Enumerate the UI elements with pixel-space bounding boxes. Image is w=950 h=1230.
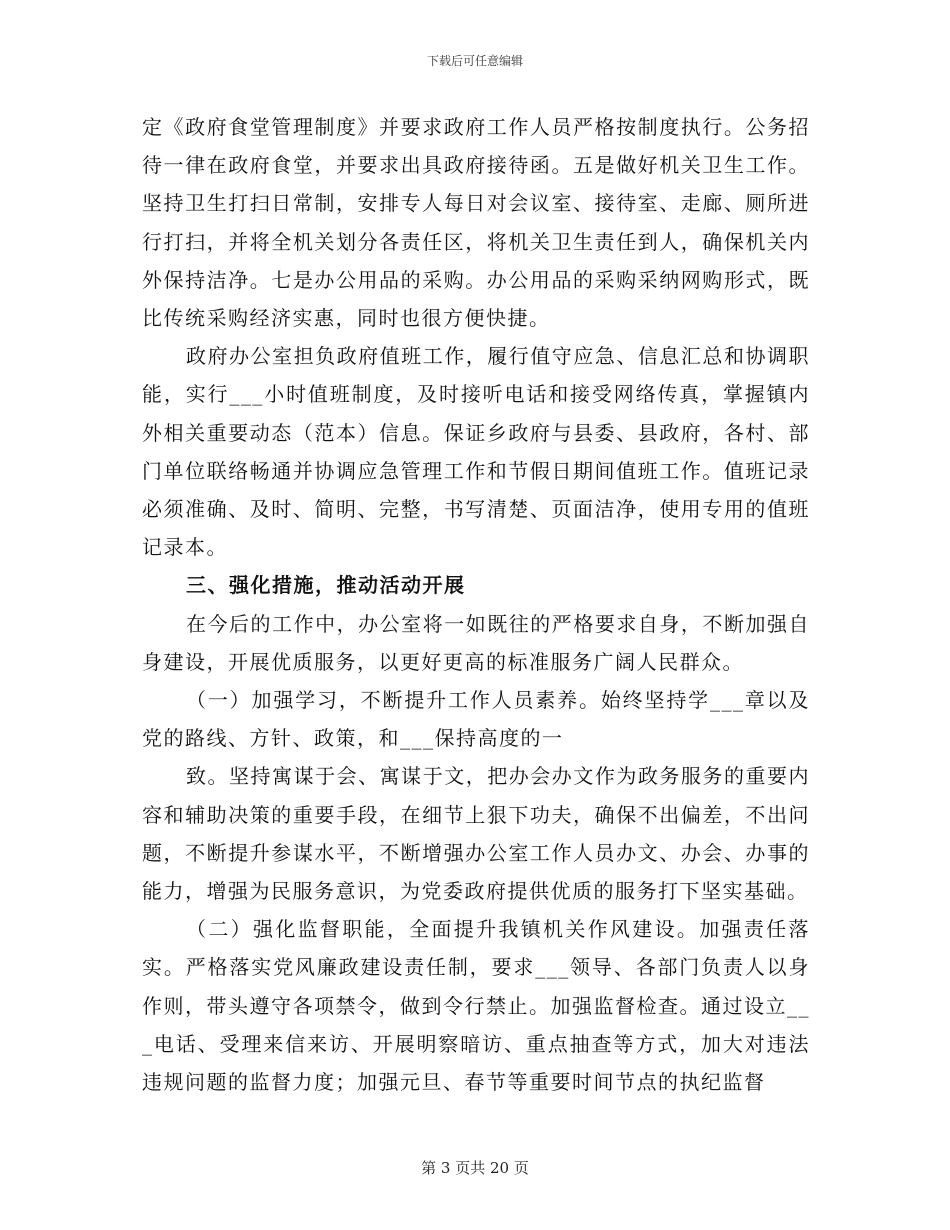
section-heading: 三、强化措施，推动活动开展 <box>186 573 466 598</box>
paragraph-canteen-hygiene-procurement: 定《政府食堂管理制度》并要求政府工作人员严格按制度执行。公务招待一律在政府食堂，并要求出具政府接待函。五是做好机关卫生工作。坚持卫生打扫日常制，安排专人每日对会议室、接待室、走廊、厕所进行打扫，并将全机关划分各责任区，将机关卫生责任到人，确保机关内外保持洁净。七是办公用品的采购。办公用品的采购采纳网购形式，既比传统采购经济实惠，同时也很方便快捷。 <box>142 115 810 331</box>
paragraph-study: （一）加强学习，不断提升工作人员素养。始终坚持学___章以及党的路线、方针、政策，和___保持高度的一 <box>142 688 810 751</box>
paragraph-future-work: 在今后的工作中，办公室将一如既往的严格要求自身，不断加强自身建设，开展优质服务，以更好更高的标准服务广阔人民群众。 <box>142 611 810 674</box>
paragraph-supervision: （二）强化监督职能，全面提升我镇机关作风建设。加强责任落实。严格落实党风廉政建设责任制，要求___领导、各部门负责人以身作则，带头遵守各项禁令，做到令行禁止。加强监督检查。通过设立___电话、受理来信来访、开展明察暗访、重点抽查等方式，加大对违法违规问题的监督力度；加强元旦、春节等重要时间节点的执纪监督 <box>142 917 810 1095</box>
page-header: 下载后可任意编辑 <box>426 54 523 68</box>
paragraph-duty-work: 政府办公室担负政府值班工作，履行值守应急、信息汇总和协调职能，实行___小时值班制度，及时接听电话和接受网络传真，掌握镇内外相关重要动态（范本）信息。保证乡政府与县委、县政府，各村、部门单位联络畅通并协调应急管理工作和节假日期间值班工作。值班记录必须准确、及时、简明、完整，书写清楚、页面洁净，使用专用的值班记录本。 <box>142 344 810 560</box>
paragraph-consistency: 致。坚持寓谋于会、寓谋于文，把办会办文作为政务服务的重要内容和辅助决策的重要手段，在细节上狠下功夫，确保不出偏差，不出问题，不断提升参谋水平，不断增强办公室工作人员办文、办会、办事的能力，增强为民服务意识，为党委政府提供优质的服务打下坚实基础。 <box>142 764 810 904</box>
page-number: 第 3 页共 20 页 <box>421 1159 529 1177</box>
document-body <box>142 108 810 1101</box>
